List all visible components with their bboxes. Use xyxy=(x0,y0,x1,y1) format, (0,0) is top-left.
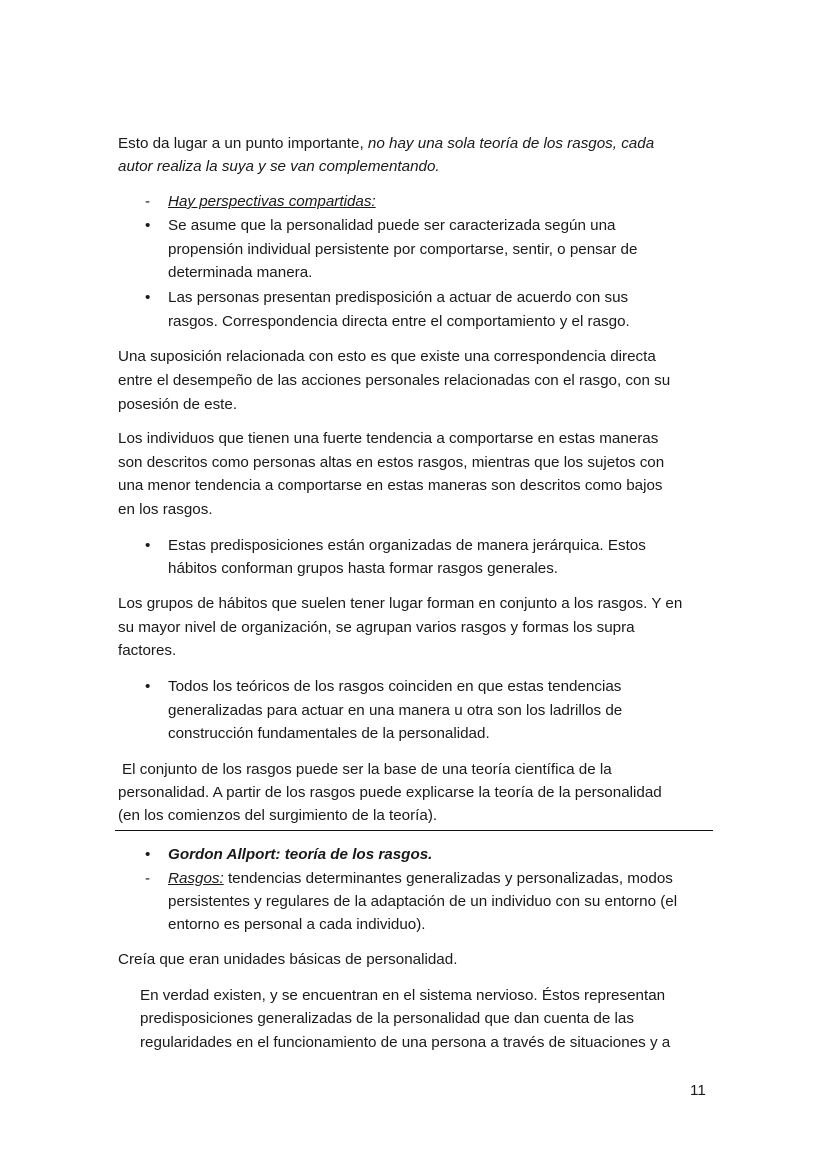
paragraph-line: posesión de este. xyxy=(118,396,238,413)
page-number: 11 xyxy=(690,1082,706,1099)
list-heading: Hay perspectivas compartidas: xyxy=(168,193,376,210)
rasgos-definition-line xyxy=(168,868,673,890)
paragraph-line: El conjunto de los rasgos puede ser la base de una teoría científica de la xyxy=(122,761,612,778)
paragraph-line: regularidades en el funcionamiento de una persona a través de situaciones y a xyxy=(140,1034,671,1051)
horizontal-rule xyxy=(115,830,713,831)
list-item-line: determinada manera. xyxy=(168,264,313,281)
bullet-icon: • xyxy=(145,678,151,695)
paragraph-line: (en los comienzos del surgimiento de la teoría). xyxy=(118,807,438,824)
list-item-line: Estas predisposiciones están organizadas de manera jerárquica. Estos xyxy=(168,537,646,554)
allport-heading: Gordon Allport: teoría de los rasgos. xyxy=(168,846,433,863)
definition-text: tendencias determinantes generalizadas y personalizadas, modos xyxy=(223,870,673,887)
term-label: Rasgos: xyxy=(168,870,224,887)
bullet-icon: • xyxy=(145,846,151,863)
list-item-line: Se asume que la personalidad puede ser caracterizada según una xyxy=(168,217,616,234)
list-item-line: entorno es personal a cada individuo). xyxy=(168,916,426,933)
paragraph-line: entre el desempeño de las acciones personales relacionadas con el rasgo, con su xyxy=(118,372,671,389)
paragraph-line: una menor tendencia a comportarse en estas maneras son descritos como bajos xyxy=(118,477,663,494)
paragraph-line: su mayor nivel de organización, se agrupan varios rasgos y formas los supra xyxy=(118,619,635,636)
paragraph-line: En verdad existen, y se encuentran en el sistema nervioso. Éstos representan xyxy=(140,987,666,1004)
paragraph-line: Los individuos que tienen una fuerte tendencia a comportarse en estas maneras xyxy=(118,430,659,447)
list-item-line: persistentes y regulares de la adaptación de un individuo con su entorno (el xyxy=(168,893,678,910)
dash-marker: - xyxy=(145,193,151,210)
paragraph-line: Los grupos de hábitos que suelen tener lugar forman en conjunto a los rasgos. Y en xyxy=(118,595,683,612)
intro-emphasis: no hay una sola teoría de los rasgos, cada xyxy=(367,135,655,152)
paragraph-line: Una suposición relacionada con esto es que existe una correspondencia directa xyxy=(118,348,656,365)
paragraph-line: Creía que eran unidades básicas de personalidad. xyxy=(118,951,458,968)
list-item-line: construcción fundamentales de la personalidad. xyxy=(168,725,490,742)
paragraph-line: predisposiciones generalizadas de la personalidad que dan cuenta de las xyxy=(140,1010,634,1027)
intro-line-1 xyxy=(118,133,654,155)
list-item-line: hábitos conforman grupos hasta formar rasgos generales. xyxy=(168,560,559,577)
intro-line-2: autor realiza la suya y se van complementando. xyxy=(118,158,440,175)
paragraph-line: factores. xyxy=(118,642,177,659)
paragraph-line: personalidad. A partir de los rasgos puede explicarse la teoría de la personalidad xyxy=(118,784,662,801)
dash-marker: - xyxy=(145,870,151,887)
list-item-line: Las personas presentan predisposición a actuar de acuerdo con sus xyxy=(168,289,629,306)
bullet-icon: • xyxy=(145,289,151,306)
list-item-line: generalizadas para actuar en una manera u otra son los ladrillos de xyxy=(168,702,623,719)
paragraph-line: en los rasgos. xyxy=(118,501,213,518)
bullet-icon: • xyxy=(145,217,151,234)
list-item-line: Todos los teóricos de los rasgos coinciden en que estas tendencias xyxy=(168,678,622,695)
paragraph-line: son descritos como personas altas en estos rasgos, mientras que los sujetos con xyxy=(118,454,665,471)
list-item-line: rasgos. Correspondencia directa entre el comportamiento y el rasgo. xyxy=(168,313,630,330)
list-item-line: propensión individual persistente por comportarse, sentir, o pensar de xyxy=(168,241,638,258)
intro-text: Esto da lugar a un punto importante, xyxy=(118,135,368,152)
bullet-icon: • xyxy=(145,537,151,554)
